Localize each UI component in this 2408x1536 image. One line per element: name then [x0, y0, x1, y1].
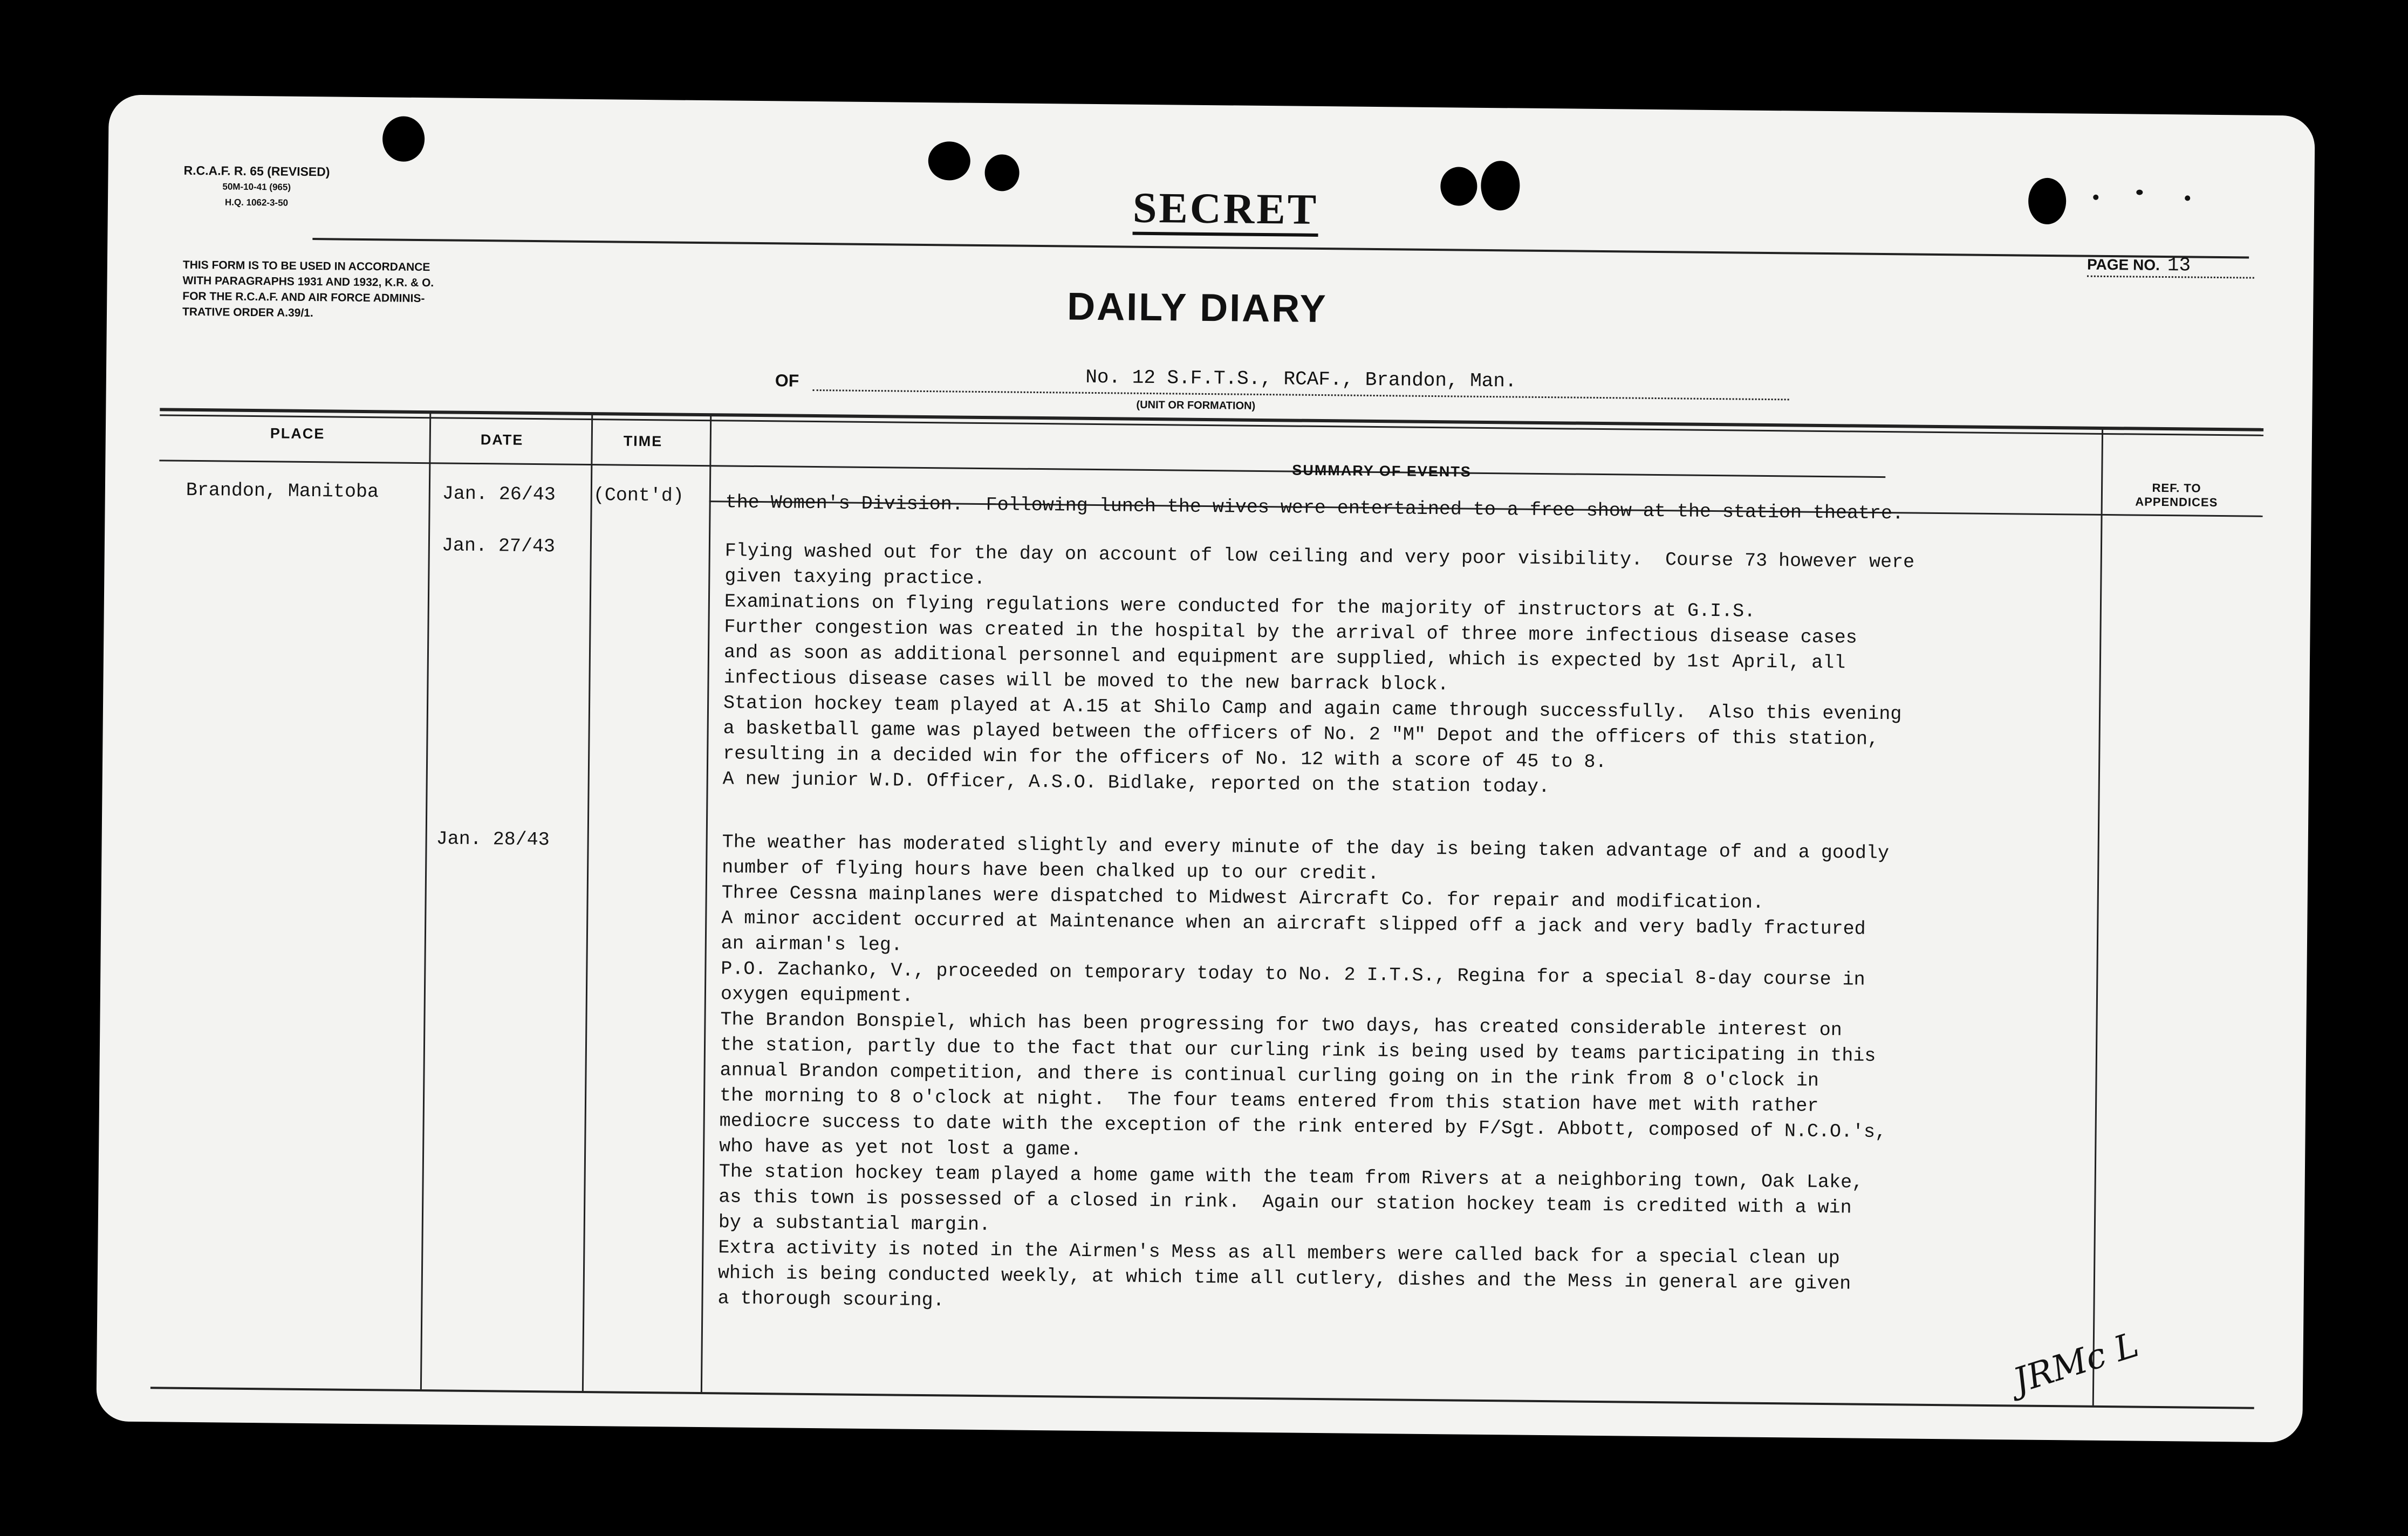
- unit-name: No. 12 S.F.T.S., RCAF., Brandon, Man.: [813, 360, 1789, 400]
- entry-summary: Flying washed out for the day on account of low ceiling and very poor visibility. Course 73 however were given taxying practice. Examinations on flying regulations were conducted for the majority of instructors at G.I.S. Further congestion was created in the hospital by the arrival of three more infectious disease cases and as soon as additional personnel and equipment are supplied, which is expected by 1st April, all infectious disease cases will be moved to the new barrack block. Station hockey team played at A.15 at Shilo Camp and again came through successfully. Also this evening a basketball game was played between the officers of No. 2 "M" Depot and the officers of this station, resulting in a decided win for the officers of No. 12 with a score of 45 to 8. A new junior W.D. Officer, A.S.O. Bidlake, reported on the station today.: [722, 540, 1915, 798]
- instruction-line: THIS FORM IS TO BE USED IN ACCORDANCE: [182, 258, 430, 274]
- punch-hole: [1440, 167, 1477, 206]
- punch-hole: [984, 154, 1020, 191]
- form-id-line: H.Q. 1062-3-50: [224, 197, 289, 208]
- header-rule: [312, 238, 2249, 258]
- diary-form-card: [96, 94, 2315, 1442]
- column-header-rule: [159, 460, 1885, 478]
- classification-secret: SECRET: [1132, 184, 1318, 237]
- punch-hole: [382, 116, 425, 162]
- speck: [2136, 190, 2143, 195]
- page-number-label: PAGE NO.: [2087, 256, 2160, 273]
- punch-hole: [2028, 178, 2067, 225]
- instruction-line: TRATIVE ORDER A.39/1.: [182, 305, 313, 320]
- speck: [2185, 195, 2190, 201]
- instruction-line: WITH PARAGRAPHS 1931 AND 1932, K.R. & O.: [182, 274, 434, 290]
- punch-hole: [928, 141, 970, 181]
- entry-time: (Cont'd): [593, 484, 685, 507]
- page-number-value: 13: [2167, 254, 2191, 277]
- column-header-time: TIME: [623, 433, 663, 450]
- form-instructions: [182, 257, 434, 322]
- time-summary-divider: [701, 416, 712, 1392]
- date-time-divider: [582, 415, 593, 1391]
- place-date-divider: [420, 413, 431, 1389]
- entry-date: Jan. 26/43: [442, 483, 556, 506]
- speck: [2093, 195, 2098, 200]
- form-id-line: R.C.A.F. R. 65 (REVISED): [183, 163, 330, 179]
- table-bottom-rule: [150, 1387, 2254, 1409]
- form-id-block: [183, 163, 330, 211]
- place-value: Brandon, Manitoba: [186, 479, 379, 503]
- entry-summary: the Women's Division. Following lunch the wives were entertained to a free show at the station theatre.: [725, 491, 1904, 525]
- column-header-date: DATE: [480, 431, 524, 448]
- column-header-place: PLACE: [270, 425, 325, 442]
- entry-summary: The weather has moderated slightly and every minute of the day is being taken advantage of and a goodly number of flying hours have been chalked up to our credit. Three Cessna mainplanes were dispatched to Midwest Aircraft Co. for repair and modification. A minor accident occurred at Maintenance when an aircraft slipped off a jack and very badly fractured an airman's leg. P.O. Zachanko, V., proceeded on temporary today to No. 2 I.T.S., Regina for a special 8-day course in oxygen equipment. The Brandon Bonspiel, which has been progressing for two days, has created considerable interest on the station, partly due to the fact that our curling rink is being used by teams participating in this annual Brandon competition, and there is continual curling going on in the rink from 8 o'clock in the morning to 8 o'clock at night. The four teams entered from this station have met with rather mediocre success to date with the exception of the rink entered by F/Sgt. Abbott, composed of N.C.O.'s, who have as yet not lost a game. The station hockey team played a home game with the team from Rivers at a neighboring town, Oak Lake, as this town is possessed of a closed in rink. Again our station hockey team is credited with a win by a substantial margin. Extra activity is noted in the Airmen's Mess as all members were called back for a special clean up which is being conducted weekly, at which time all cutlery, dishes and the Mess in general are given a thorough scouring.: [717, 831, 1890, 1312]
- column-header-summary: SUMMARY OF EVENTS: [1292, 462, 1472, 480]
- punch-hole: [1481, 161, 1520, 211]
- handwritten-initials: JRMc L: [2008, 1325, 2144, 1402]
- entry-date: Jan. 28/43: [436, 828, 550, 851]
- entry-date: Jan. 27/43: [441, 534, 556, 558]
- unit-caption: (UNIT OR FORMATION): [1136, 399, 1256, 412]
- column-header-ref: REF. TO APPENDICES: [2135, 481, 2218, 509]
- of-label: OF: [775, 371, 799, 390]
- page-number-field: [2087, 254, 2254, 279]
- form-title: DAILY DIARY: [1066, 285, 1328, 331]
- instruction-line: FOR THE R.C.A.F. AND AIR FORCE ADMINIS-: [182, 290, 425, 305]
- form-id-line: 50M-10-41 (965): [222, 181, 291, 193]
